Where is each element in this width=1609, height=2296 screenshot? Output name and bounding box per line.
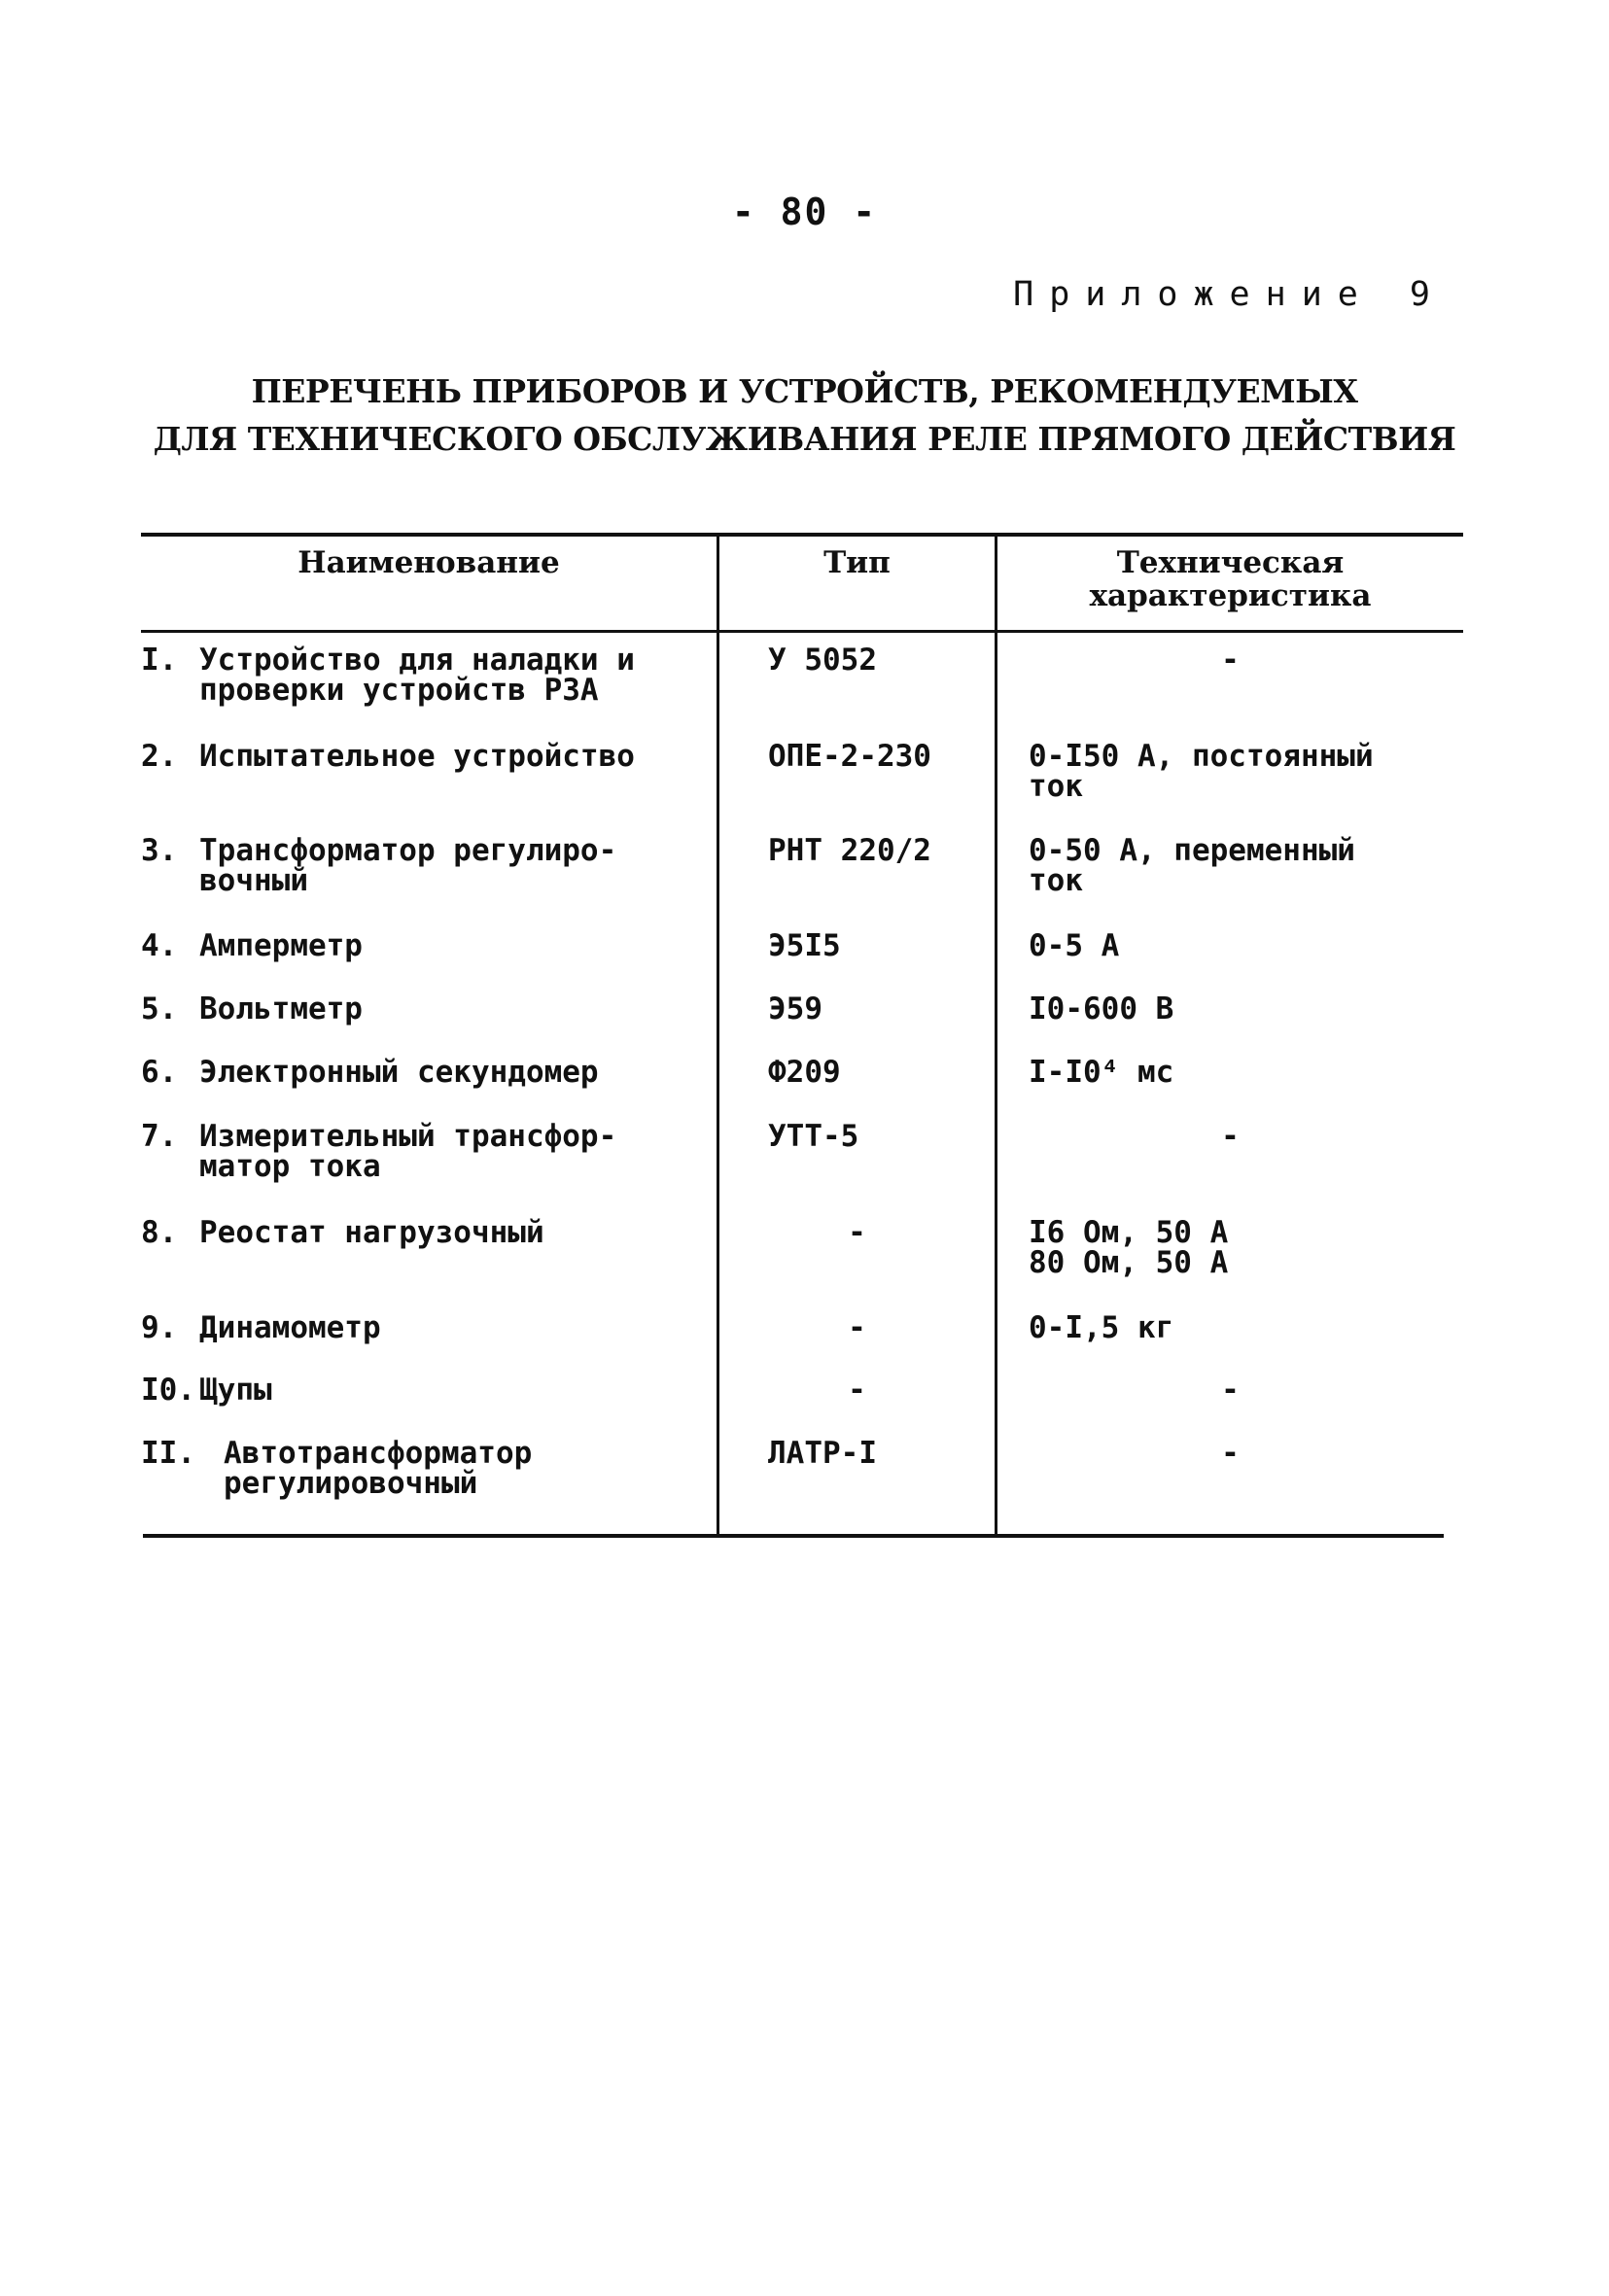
row-characteristic: -	[1221, 1119, 1240, 1154]
header-name: Наименование	[297, 545, 560, 580]
row-number: II.	[141, 1436, 195, 1471]
row-number: 2.	[141, 739, 178, 774]
row-type: РНТ 220/2	[768, 833, 931, 868]
row-number: 6.	[141, 1055, 178, 1090]
row-name: Амперметр	[199, 928, 363, 963]
row-type: Э5I5	[768, 928, 841, 963]
row-number: 4.	[141, 928, 178, 963]
row-name: Испытательное устройство	[199, 739, 635, 774]
row-name-cell	[141, 643, 705, 708]
row-type: -	[848, 1373, 866, 1408]
appendix-label: Приложение 9	[1013, 275, 1446, 314]
table-bottom-rule	[143, 1534, 1444, 1538]
row-number: I0.	[141, 1373, 195, 1408]
row-number: 5.	[141, 991, 178, 1026]
row-characteristic: 0-5 А	[1029, 928, 1120, 963]
row-characteristic: -	[1221, 1373, 1240, 1408]
row-characteristic: 0-I,5 кг	[1029, 1310, 1174, 1345]
row-number: 7.	[141, 1119, 178, 1154]
row-type: Э59	[768, 991, 822, 1026]
row-name-cell	[141, 1055, 705, 1090]
row-name: Трансформатор регулиро- вочный	[199, 833, 617, 898]
row-type: ОПЕ-2-230	[768, 739, 931, 774]
row-name-cell	[141, 991, 705, 1026]
title-line-2: ДЛЯ ТЕХНИЧЕСКОГО ОБСЛУЖИВАНИЯ РЕЛЕ ПРЯМОГО ДЕЙСТВИЯ	[153, 420, 1456, 458]
row-name: Автотрансформатор регулировочный	[224, 1436, 533, 1501]
row-number: I.	[141, 643, 178, 678]
header-type: Тип	[823, 545, 891, 580]
equipment-table	[141, 533, 1463, 1537]
row-name: Устройство для наладки и проверки устройств РЗА	[199, 643, 635, 708]
title-line-1: ПЕРЕЧЕНЬ ПРИБОРОВ И УСТРОЙСТВ, РЕКОМЕНДУЕМЫХ	[251, 372, 1358, 410]
document-title	[0, 367, 1609, 463]
row-name-cell	[141, 1215, 705, 1250]
row-type: УТТ-5	[768, 1119, 859, 1154]
row-characteristic: I0-600 В	[1029, 991, 1174, 1026]
row-characteristic: I6 Ом, 50 А 80 Ом, 50 А	[1029, 1215, 1229, 1280]
row-number: 3.	[141, 833, 178, 868]
row-name: Вольтметр	[199, 991, 363, 1026]
header-characteristic: Техническая характеристика	[1089, 545, 1372, 613]
row-type: У 5052	[768, 643, 877, 678]
row-name: Динамометр	[199, 1310, 381, 1345]
row-name: Электронный секундомер	[199, 1055, 599, 1090]
row-name: Щупы	[199, 1373, 272, 1408]
row-name-cell	[141, 1436, 705, 1501]
row-name-cell	[141, 1310, 705, 1345]
row-name-cell	[141, 739, 705, 774]
row-characteristic: I-I0⁴ мс	[1029, 1055, 1174, 1090]
row-type: -	[848, 1310, 866, 1345]
row-type: -	[848, 1215, 866, 1250]
row-name-cell	[141, 1375, 705, 1406]
row-type: ЛАТР-I	[768, 1436, 877, 1471]
row-number: 8.	[141, 1215, 178, 1250]
row-name-cell	[141, 1119, 705, 1184]
page-number: - 80 -	[731, 191, 878, 233]
row-characteristic: 0-I50 А, постоянный ток	[1029, 739, 1374, 804]
row-type: Ф209	[768, 1055, 841, 1090]
row-characteristic: -	[1221, 643, 1240, 678]
row-name-cell	[141, 833, 705, 898]
table-top-rule	[141, 533, 1463, 537]
row-number: 9.	[141, 1310, 178, 1345]
row-characteristic: -	[1221, 1436, 1240, 1471]
table-header-rule	[141, 630, 1463, 633]
row-name: Измерительный трансфор- матор тока	[199, 1119, 617, 1184]
row-name: Реостат нагрузочный	[199, 1215, 544, 1250]
row-name-cell	[141, 928, 705, 963]
row-characteristic: 0-50 А, переменный ток	[1029, 833, 1355, 898]
